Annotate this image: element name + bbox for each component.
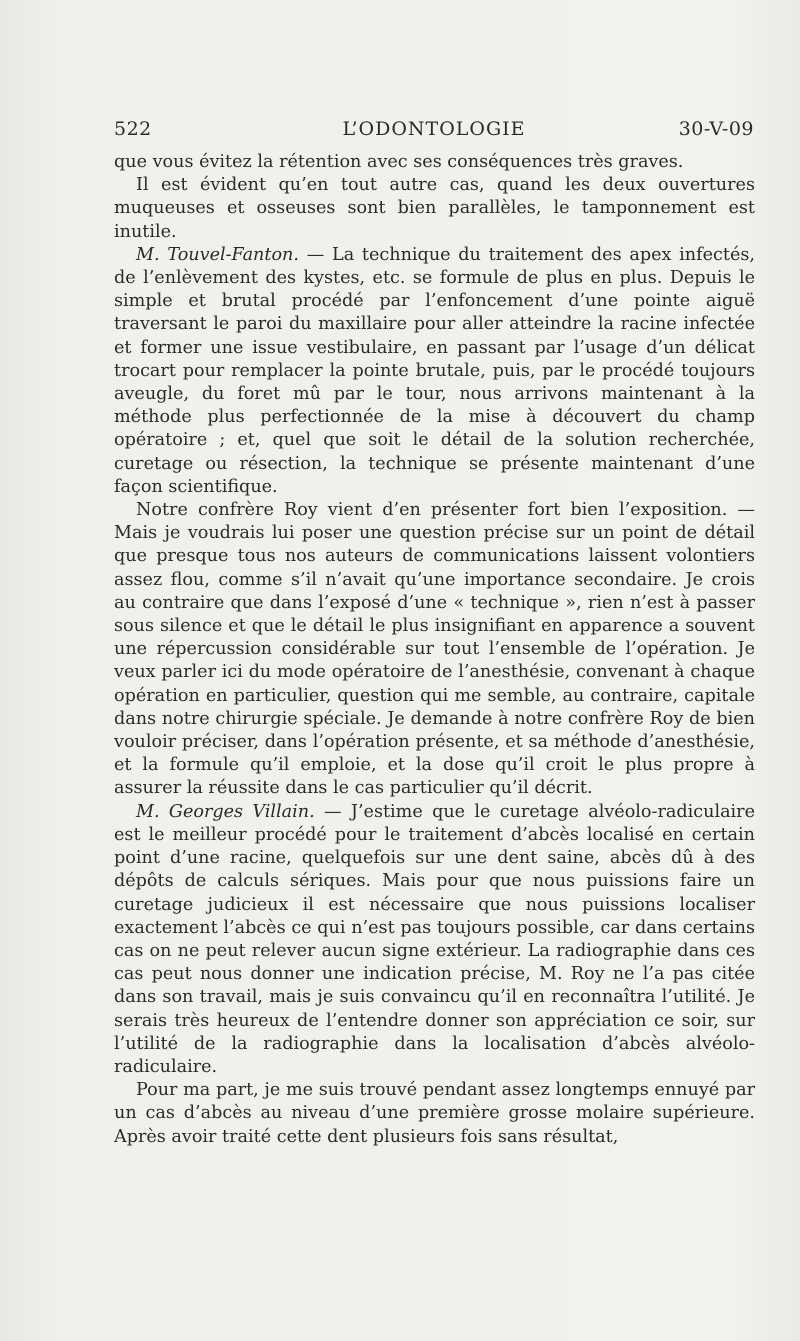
paragraph-continuation: que vous évitez la rétention avec ses conséquences très graves. [114, 152, 684, 172]
journal-title: L’ODONTOLOGIE [342, 118, 526, 140]
issue-date: 30-V-09 [678, 118, 754, 140]
running-header [114, 118, 754, 146]
body-text [114, 151, 755, 1149]
page-number: 522 [114, 118, 152, 140]
speaker-name: M. Georges Villain. [136, 801, 315, 822]
paragraph-touvel-fanton: M. Touvel-Fanton. — La technique du traitement des apex infectés, de l’enlèvement des kystes, etc. se formule de plus en plus. Depuis le simple et brutal procédé par l’enfoncement d’une pointe aiguë traversant le paroi du maxillaire pour aller atteindre la racine infectée et former une issue vestibulaire, en passant par l’usage d’un délicat trocart pour remplacer la pointe brutale, puis, par le procédé toujours aveugle, du foret mû par le tour, nous arrivons maintenant à la méthode plus perfectionnée de la mise à découvert du champ opératoire ; et, quel que soit le détail de la solution recherchée, curetage ou résection, la technique se présente maintenant d’une façon scientifique. [114, 244, 756, 497]
paragraph: Notre confrère Roy vient d’en présenter fort bien l’exposition. — Mais je voudrais lui poser une question précise sur un point de détail que presque tous nos auteurs de communications laissent volontiers assez flou, comme s’il n’avait qu’une importance secondaire. Je crois au contraire que dans l’exposé d’une « technique », rien n’est à passer sous silence et que le détail le plus insignifiant en apparence a souvent une répercussion considérable sur tout l’ensemble de l’opération. Je veux parler ici du mode opératoire de l’anesthésie, convenant à chaque opération en particulier, question qui me semble, au contraire, capitale dans notre chirurgie spéciale. Je demande à notre confrère Roy de bien vouloir préciser, dans l’opération présente, et sa méthode d’anesthésie, et la formule qu’il emploie, et la dose qu’il croit le plus propre à assurer la réussite dans le cas particulier qu’il décrit. [114, 500, 755, 799]
speaker-name: M. Touvel-Fanton. [136, 244, 299, 265]
paragraph: Il est évident qu’en tout autre cas, quand les deux ouvertures muqueuses et osseuses sont bien parallèles, le tamponnement est inutile. [114, 175, 755, 242]
paragraph: Pour ma part, je me suis trouvé pendant assez longtemps ennuyé par un cas d’abcès au niveau d’une première grosse molaire supérieure. Après avoir traité cette dent plusieurs fois sans résultat, [114, 1080, 755, 1147]
paragraph-georges-villain: M. Georges Villain. — J’estime que le curetage alvéolo-radiculaire est le meilleur procédé pour le traitement d’abcès localisé en certain point d’une racine, quelquefois sur une dent saine, abcès dû à des dépôts de calculs sériques. Mais pour que nous puissions faire un curetage judicieux il est nécessaire que nous puissions localiser exactement l’abcès ce qui n’est pas toujours possible, car dans certains cas on ne peut relever aucun signe extérieur. La radiographie dans ces cas peut nous donner une indication précise, M. Roy ne l’a pas citée dans son travail, mais je suis convaincu qu’il en reconnaîtra l’utilité. Je serais très heureux de l’entendre donner son appréciation ce soir, sur l’utilité de la radiographie dans la localisation d’abcès alvéolo-radiculaire. [114, 801, 756, 1077]
